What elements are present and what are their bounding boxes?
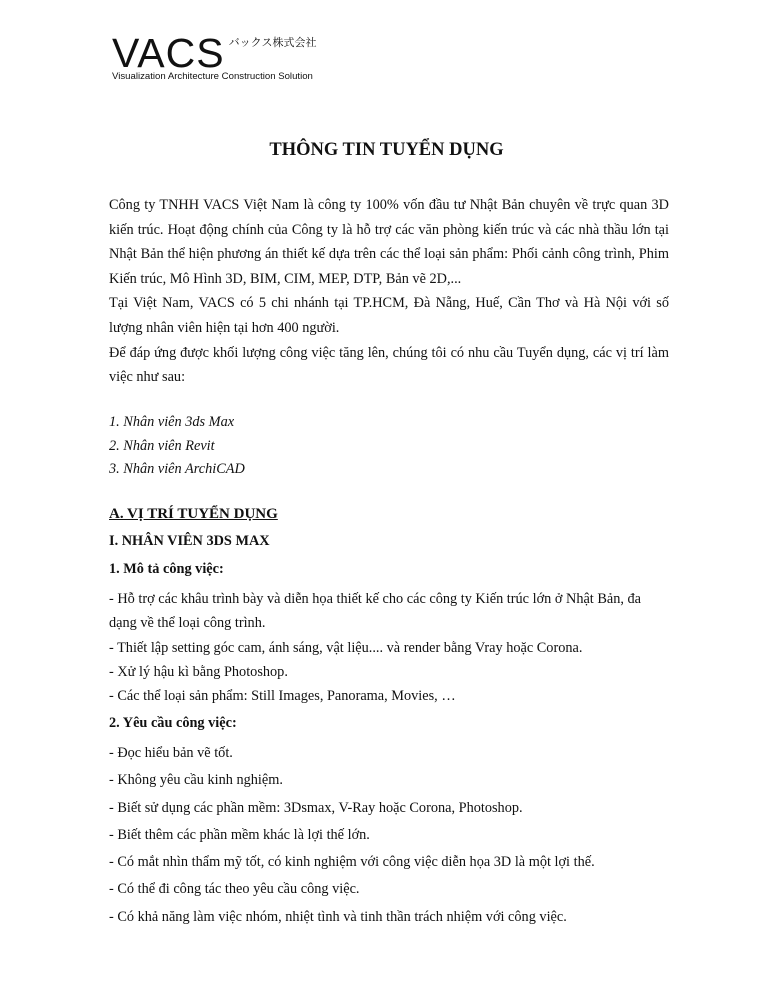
section-i-heading: I. NHÂN VIÊN 3DS MAX bbox=[109, 533, 270, 549]
job-requirements-heading: 2. Yêu cầu công việc: bbox=[109, 715, 237, 731]
job-item-1: 1. Nhân viên 3ds Max bbox=[109, 414, 235, 430]
section-a-heading: A. VỊ TRÍ TUYỂN DỤNG bbox=[109, 506, 278, 522]
requirement-item-4: - Biết thêm các phần mềm khác là lợi thế lớn. bbox=[109, 826, 370, 843]
requirement-item-3: - Biết sử dụng các phần mềm: 3Dsmax, V-Ray hoặc Corona, Photoshop. bbox=[109, 799, 523, 816]
requirement-item-1: - Đọc hiểu bản vẽ tốt. bbox=[109, 745, 233, 761]
description-item-2: - Thiết lập setting góc cam, ánh sáng, vật liệu.... và render bằng Vray hoặc Corona. bbox=[109, 639, 583, 656]
job-description-list bbox=[109, 587, 669, 708]
intro-paragraph-1: Công ty TNHH VACS Việt Nam là công ty 100% vốn đầu tư Nhật Bản chuyên về trực quan 3D kiến trúc. Hoạt động chính của Công ty là hỗ trợ các văn phòng kiến trúc và các nhà thầu lớn tại Nhật Bản thể hiện phương án thiết kế dựa trên các thể loại sản phẩm: Phối cảnh công trình, Phim Kiến trúc, Mô Hình 3D, BIM, CIM, MEP, DTP, Bản vẽ 2D,... bbox=[109, 197, 669, 287]
requirement-item-2: - Không yêu cầu kinh nghiệm. bbox=[109, 772, 283, 789]
logo-japanese-name: バックス株式会社 bbox=[228, 36, 317, 49]
job-requirements-list bbox=[109, 740, 669, 931]
logo-wordmark: VACS bbox=[112, 30, 225, 76]
job-list bbox=[109, 411, 245, 482]
description-item-1: - Hỗ trợ các khâu trình bày và diễn họa thiết kế cho các công ty Kiến trúc lớn ở Nhật Bản, đa dạng về thể loại công trình. bbox=[109, 591, 642, 632]
requirement-item-6: - Có thể đi công tác theo yêu cầu công việc. bbox=[109, 881, 360, 898]
intro-paragraph-2: Tại Việt Nam, VACS có 5 chi nhánh tại TP.HCM, Đà Nẵng, Huế, Cần Thơ và Hà Nội với số lượng nhân viên hiện tại hơn 400 người. bbox=[109, 295, 669, 336]
logo-tagline: Visualization Architecture Construction Solution bbox=[112, 71, 313, 82]
document-title: THÔNG TIN TUYỂN DỤNG bbox=[269, 140, 504, 160]
description-item-3: - Xử lý hậu kì bằng Photoshop. bbox=[109, 663, 288, 680]
job-item-3: 3. Nhân viên ArchiCAD bbox=[109, 461, 245, 477]
intro-section bbox=[109, 193, 669, 390]
job-item-2: 2. Nhân viên Revit bbox=[109, 437, 215, 454]
company-logo bbox=[112, 30, 317, 82]
job-description-heading: 1. Mô tả công việc: bbox=[109, 561, 224, 577]
requirement-item-5: - Có mắt nhìn thẩm mỹ tốt, có kinh nghiệm với công việc diễn họa 3D là một lợi thế. bbox=[109, 854, 595, 871]
intro-paragraph-3: Để đáp ứng được khối lượng công việc tăng lên, chúng tôi có nhu cầu Tuyển dụng, các vị trí làm việc như sau: bbox=[109, 344, 669, 386]
description-item-4: - Các thể loại sản phẩm: Still Images, Panorama, Movies, … bbox=[109, 688, 456, 705]
requirement-item-7: - Có khả năng làm việc nhóm, nhiệt tình và tinh thần trách nhiệm với công việc. bbox=[109, 908, 567, 925]
